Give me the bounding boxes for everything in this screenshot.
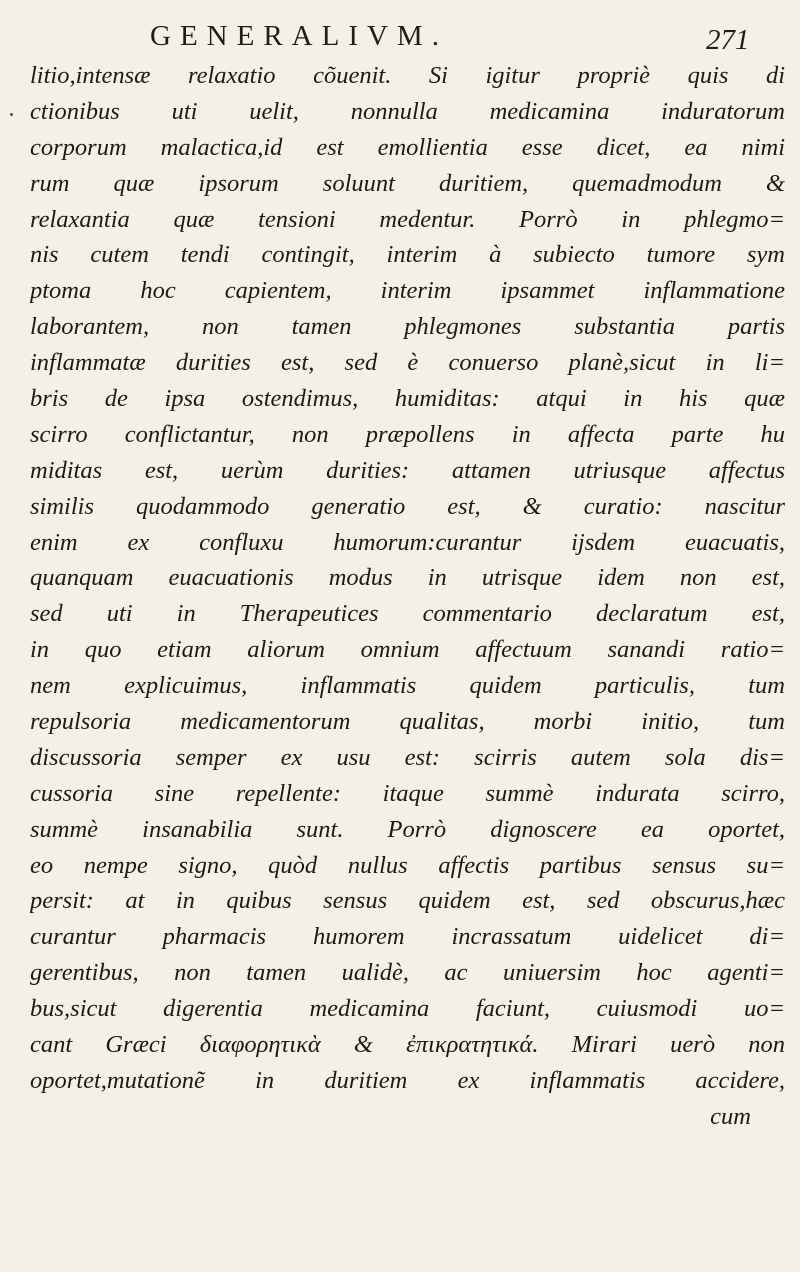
catchword: cum — [710, 1102, 751, 1130]
text-line: bus,sicut digerentia medicamina faciunt, cuiusmodi uo= — [30, 995, 785, 1023]
page-number: 271 — [706, 24, 750, 56]
margin-mark — [10, 113, 13, 116]
text-line: cussoria sine repellente: itaque summè indurata scirro, — [30, 779, 785, 807]
text-line: enim ex confluxu humorum:curantur ijsdem euacuatis, — [30, 528, 785, 556]
text-line: similis quodammodo generatio est, & curatio: nascitur — [30, 492, 785, 520]
text-line: rum quæ ipsorum soluunt duritiem, quemadmodum & — [30, 169, 785, 197]
text-line: cant Græci διαφορητικὰ & ἐπικρατητικά. Mirari uerò non — [30, 1031, 785, 1059]
body-text — [30, 58, 785, 1135]
text-line: sed uti in Therapeutices commentario declaratum est, — [30, 600, 785, 628]
text-line: curantur pharmacis humorem incrassatum uidelicet di= — [30, 923, 785, 951]
text-line: litio,intensæ relaxatio cõuenit. Si igitur propriè quis di — [30, 62, 785, 89]
page-header — [0, 16, 800, 56]
running-head: GENERALIVM. — [150, 20, 448, 52]
text-line: summè insanabilia sunt. Porrò dignoscere ea oportet, — [30, 815, 785, 843]
text-line: ctionibus uti uelit, nonnulla medicamina induratorum — [30, 97, 785, 125]
text-line: oportet,mutationẽ in duritiem ex inflammatis accidere, — [30, 1066, 785, 1094]
text-line: nis cutem tendi contingit, interim à subiecto tumore sym — [30, 241, 785, 269]
text-line: eo nempe signo, quòd nullus affectis partibus sensus su= — [30, 851, 785, 879]
text-line: miditas est, uerùm durities: attamen utriusque affectus — [30, 456, 785, 484]
text-line: corporum malactica,id est emollientia esse dicet, ea nimi — [30, 133, 785, 161]
text-line: ptoma hoc capientem, interim ipsammet inflammatione — [30, 277, 785, 305]
text-line: gerentibus, non tamen ualidè, ac uniuersim hoc agenti= — [30, 959, 785, 987]
text-line: scirro conflictantur, non præpollens in affecta parte hu — [30, 420, 785, 448]
text-line: laborantem, non tamen phlegmones substantia partis — [30, 313, 785, 341]
text-line: in quo etiam aliorum omnium affectuum sanandi ratio= — [30, 636, 785, 664]
text-line: nem explicuimus, inflammatis quidem particulis, tum — [30, 672, 785, 700]
text-line: relaxantia quæ tensioni medentur. Porrò in phlegmo= — [30, 205, 785, 233]
text-line: bris de ipsa ostendimus, humiditas: atqui in his quæ — [30, 385, 785, 413]
text-line: persit: at in quibus sensus quidem est, sed obscurus,hæc — [30, 887, 785, 915]
text-line: inflammatæ durities est, sed è conuerso planè,sicut in li= — [30, 349, 785, 377]
text-line: quanquam euacuationis modus in utrisque idem non est, — [30, 564, 785, 592]
text-line: discussoria semper ex usu est: scirris autem sola dis= — [30, 743, 785, 771]
text-line: repulsoria medicamentorum qualitas, morbi initio, tum — [30, 708, 785, 736]
